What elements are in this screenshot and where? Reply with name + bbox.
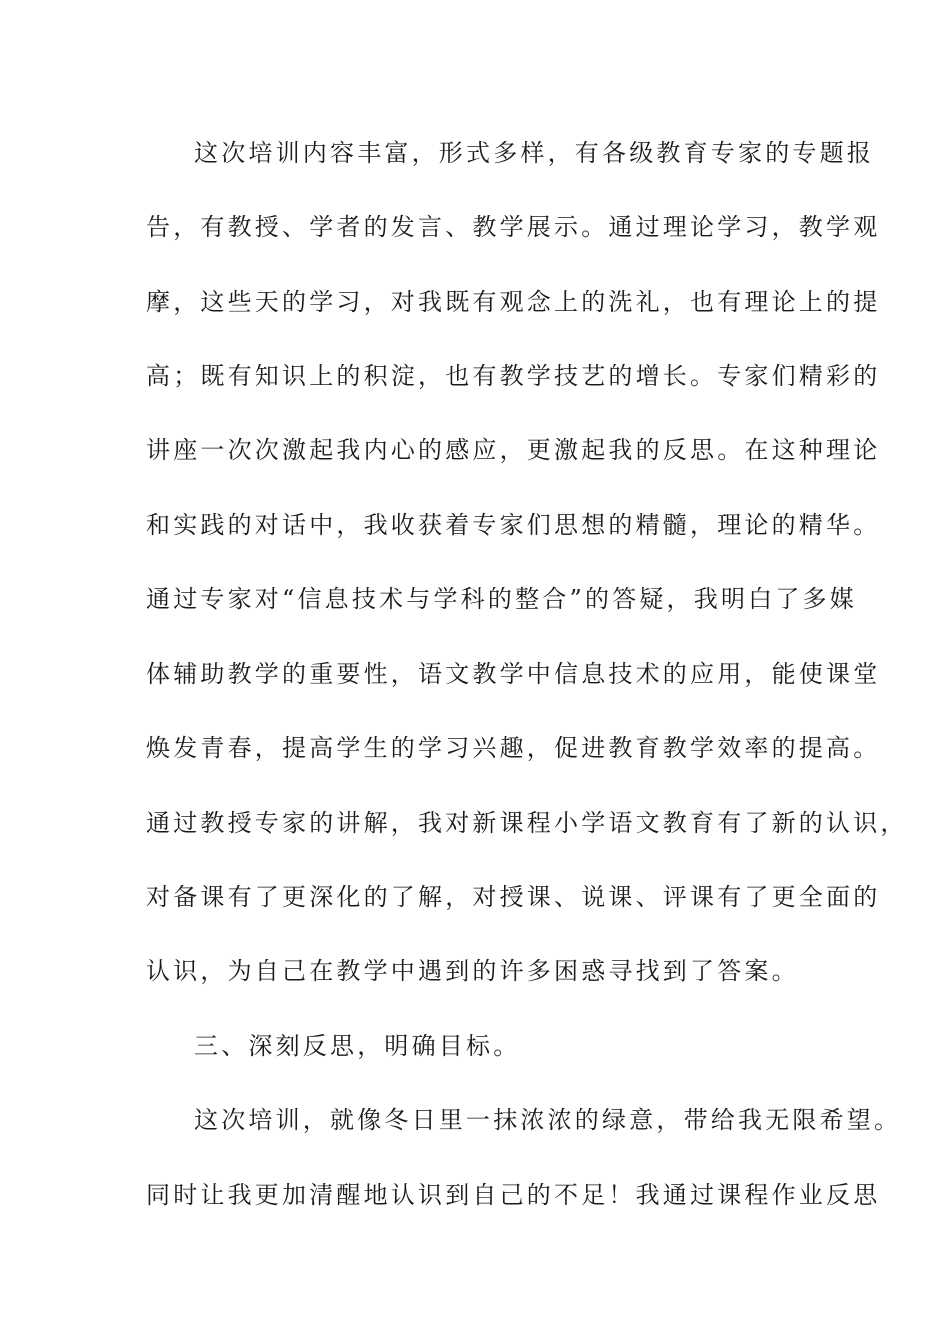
paragraph-line: 对备课有了更深化的了解，对授课、说课、评课有了更全面的 bbox=[146, 883, 881, 911]
paragraph-line: 通过专家对“信息技术与学科的整合”的答疑，我明白了多媒 bbox=[146, 585, 857, 613]
paragraph-line: 告，有教授、学者的发言、教学展示。通过理论学习，教学观 bbox=[146, 213, 881, 241]
paragraph-line: 同时让我更加清醒地认识到自己的不足！我通过课程作业反思 bbox=[146, 1181, 881, 1209]
paragraph-line: 这次培训内容丰富，形式多样，有各级教育专家的专题报 bbox=[194, 139, 874, 167]
paragraph-line: 体辅助教学的重要性，语文教学中信息技术的应用，能使课堂 bbox=[146, 660, 881, 688]
paragraph-line: 讲座一次次激起我内心的感应，更激起我的反思。在这种理论 bbox=[146, 436, 881, 464]
paragraph-line: 和实践的对话中，我收获着专家们思想的精髓，理论的精华。 bbox=[146, 511, 881, 539]
paragraph-line: 高；既有知识上的积淀，也有教学技艺的增长。专家们精彩的 bbox=[146, 362, 881, 390]
paragraph-line: 摩，这些天的学习，对我既有观念上的洗礼，也有理论上的提 bbox=[146, 288, 881, 316]
paragraph-line: 这次培训，就像冬日里一抹浓浓的绿意，带给我无限希望。 bbox=[194, 1106, 902, 1134]
section-heading: 三、深刻反思，明确目标。 bbox=[194, 1032, 521, 1060]
paragraph-line: 认识，为自己在教学中遇到的许多困惑寻找到了答案。 bbox=[146, 957, 799, 985]
paragraph-line: 通过教授专家的讲解，我对新课程小学语文教育有了新的认识， bbox=[146, 809, 908, 837]
paragraph-line: 焕发青春，提高学生的学习兴趣，促进教育教学效率的提高。 bbox=[146, 734, 881, 762]
